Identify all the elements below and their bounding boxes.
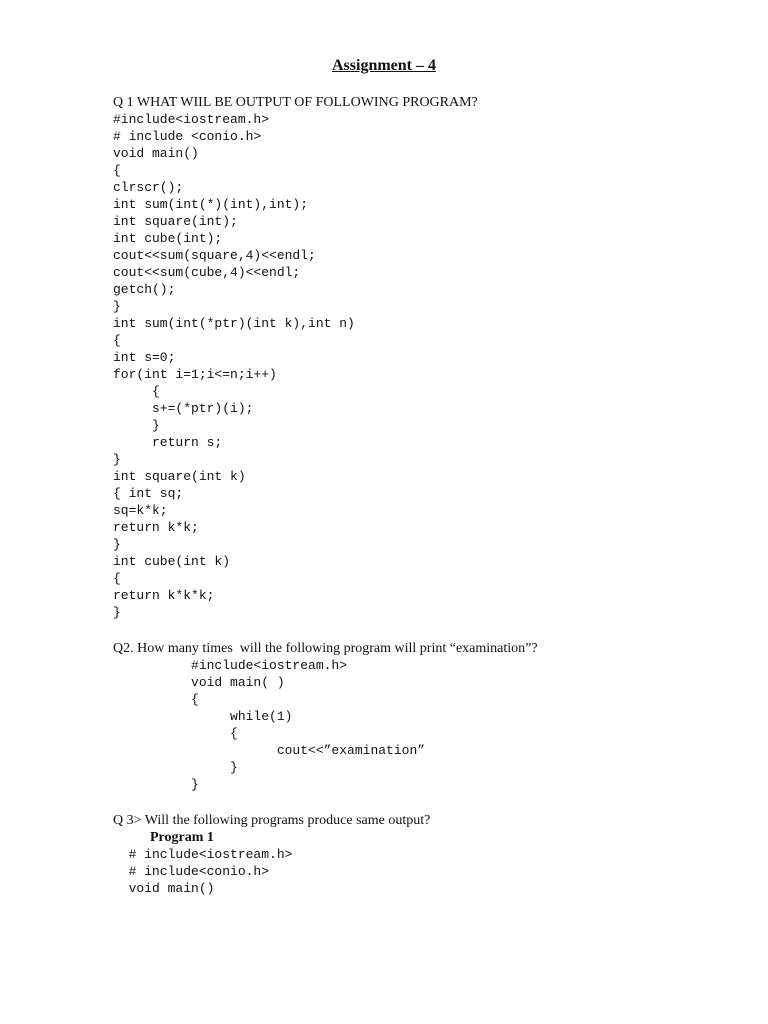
question-2-code: #include<iostream.h> void main( ) { while(1) { cout<<”examination” } }	[191, 658, 426, 792]
question-3-code: # include<iostream.h> # include<conio.h> void main()	[128, 847, 293, 896]
page-title: Assignment – 4	[331, 57, 436, 74]
program-1-label: Program 1	[150, 830, 214, 845]
question-2: Q2. How many times will the following program will print “examination”?	[113, 641, 538, 656]
question-1-code: #include<iostream.h> # include <conio.h> void main() { clrscr(); int sum(int(*)(int),int); int square(int); int cube(int); cout<<sum(square,4)<<endl; cout<<sum(cube,4)<<endl; getch(); } int sum(int(*ptr)(int k),int n) { int s=0; for(int i=1;i<=n;i++) { s+=(*ptr)(i); } return s; } int square(int k) { int sq; sq=k*k; return k*k; } int cube(int k) { return k*k*k; }	[113, 112, 355, 620]
question-3: Q 3> Will the following programs produce same output?	[113, 813, 431, 828]
question-1: Q 1 WHAT WIIL BE OUTPUT OF FOLLOWING PROGRAM?	[113, 95, 478, 110]
